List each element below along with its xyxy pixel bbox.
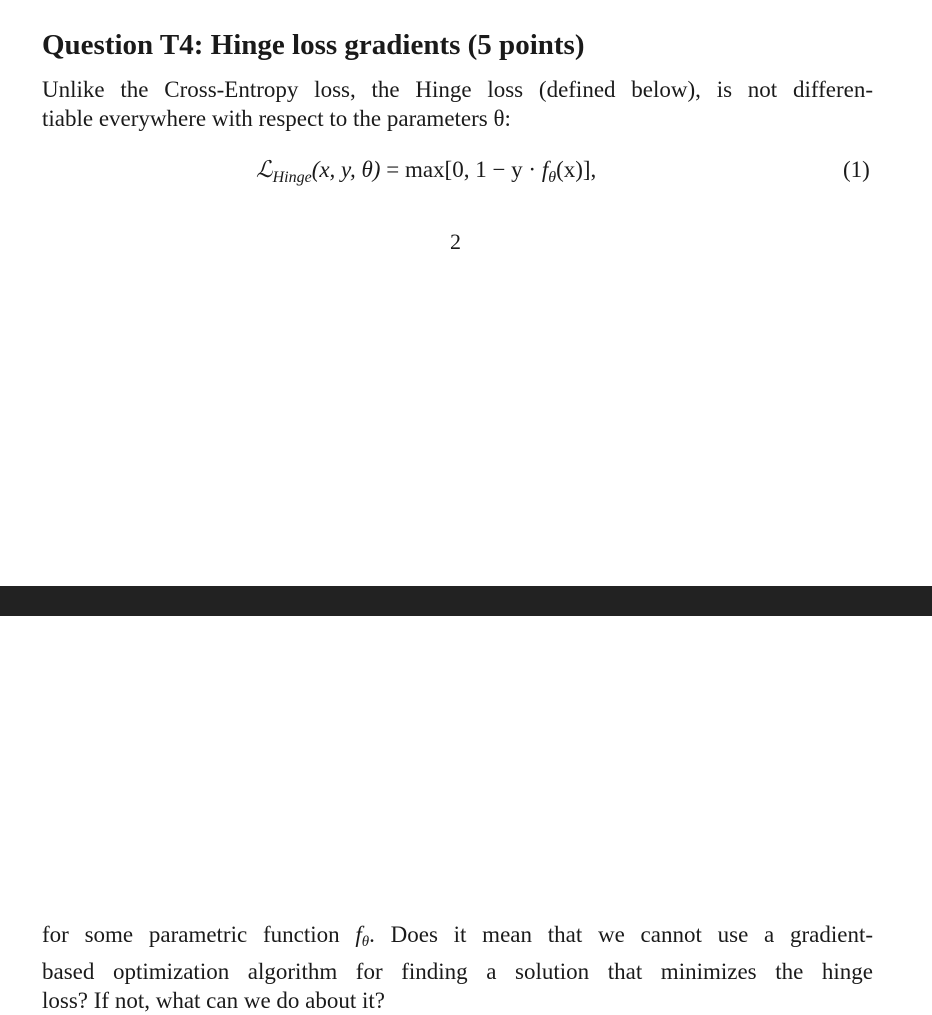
- conclusion-line-2: based optimization algorithm for finding a solution that minimizes the hinge: [42, 959, 873, 984]
- rhs-function: f: [541, 157, 549, 182]
- equation-number: (1): [843, 157, 870, 182]
- inline-function-subscript: θ: [361, 934, 370, 950]
- loss-symbol: ℒ: [256, 157, 273, 183]
- loss-subscript: Hinge: [272, 169, 312, 186]
- equals-sign: =: [380, 157, 405, 182]
- inline-function: [355, 922, 370, 950]
- rhs-prefix: max[0, 1 − y ·: [404, 157, 542, 182]
- conclusion-line-1-prefix: for some parametric function: [42, 922, 356, 947]
- conclusion-line-3: loss? If not, what can we do about it?: [42, 988, 385, 1013]
- question-heading: Question T4: Hinge loss gradients (5 points): [42, 29, 585, 61]
- rhs-function-subscript: θ: [548, 169, 557, 186]
- intro-line-1: Unlike the Cross-Entropy loss, the Hinge loss (defined below), is not differen-: [42, 77, 873, 102]
- hinge-loss-equation: [256, 153, 596, 187]
- intro-line-2: tiable everywhere with respect to the parameters θ:: [42, 106, 511, 131]
- conclusion-paragraph: [42, 920, 873, 1015]
- conclusion-line-1-suffix: . Does it mean that we cannot use a gradient-: [369, 922, 874, 947]
- intro-paragraph: [42, 75, 873, 133]
- rhs-suffix: (x)],: [556, 157, 597, 182]
- loss-arguments: (x, y, θ): [311, 157, 381, 182]
- page-number: 2: [450, 229, 461, 254]
- page-divider: [0, 586, 932, 616]
- conclusion-line-1: [42, 920, 873, 957]
- inline-function-symbol: f: [355, 922, 362, 947]
